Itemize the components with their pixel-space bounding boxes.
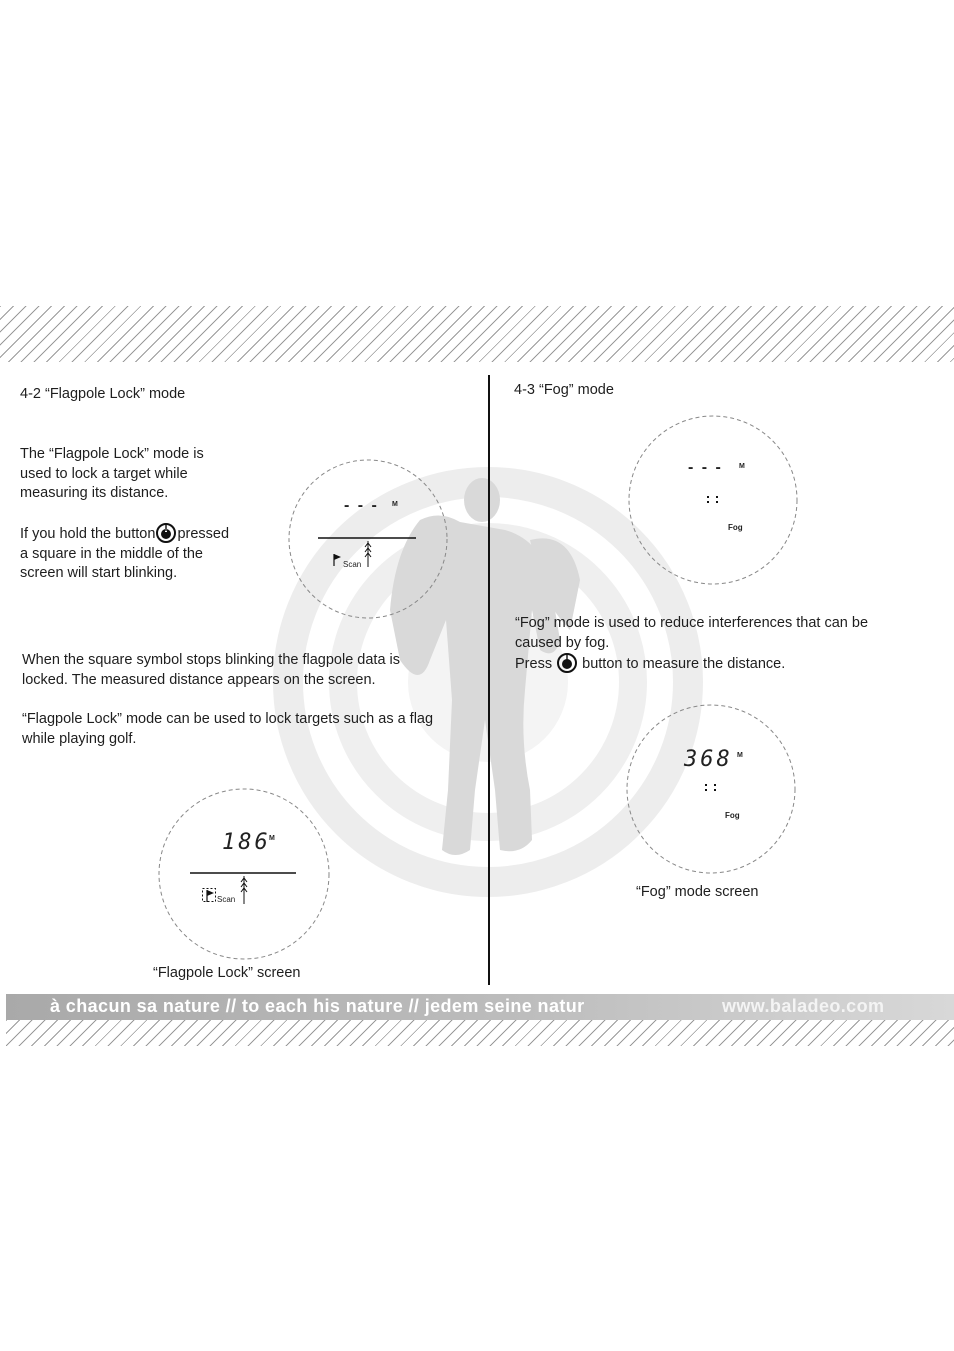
intro-paragraph: The “Flagpole Lock” mode is used to lock a target while measuring its distance. xyxy=(20,446,204,501)
unit-label: M xyxy=(739,463,745,470)
target-bracket-icon xyxy=(706,495,720,505)
flagpole-display-scanning xyxy=(288,459,448,619)
fog-label: Fog xyxy=(728,523,743,532)
flag-icon xyxy=(332,553,342,567)
bottom-hatch-band xyxy=(6,1020,954,1046)
flagpole-display-locked xyxy=(158,788,330,960)
section-heading-flagpole-lock: 4-2 “Flagpole Lock” mode xyxy=(20,386,186,402)
scan-label: Scan xyxy=(217,895,236,904)
flag-locked-icon xyxy=(202,888,216,904)
unit-label: M xyxy=(392,501,398,508)
section-heading-fog: 4-3 “Fog” mode xyxy=(514,382,614,398)
distance-readout: - - - xyxy=(688,459,723,476)
fog-caption: “Fog” mode screen xyxy=(636,884,759,900)
power-button-icon xyxy=(556,653,578,673)
unit-label: M xyxy=(737,752,743,759)
distance-readout: 368 xyxy=(684,747,733,772)
locked-paragraph: When the square symbol stops blinking the flagpole data is locked. The measured distance appears on the screen. xyxy=(22,652,401,688)
footer-slogan: à chacun sa nature // to each his nature // jedem seine natur xyxy=(50,996,585,1016)
scan-label: Scan xyxy=(343,560,362,569)
fog-description: “Fog” mode is used to reduce interferences that can be caused by fog. Press button to measure the distance. xyxy=(515,615,869,672)
fog-display-measured xyxy=(626,704,796,874)
flagpole-caption: “Flagpole Lock” screen xyxy=(153,965,301,981)
footer-url: www.baladeo.com xyxy=(722,996,885,1016)
unit-label: M xyxy=(269,835,275,842)
distance-readout: 186 xyxy=(222,830,271,855)
distance-readout: - - - xyxy=(344,497,379,514)
target-bracket-icon xyxy=(704,783,718,793)
fog-display-scanning xyxy=(628,415,798,585)
power-button-icon xyxy=(155,523,177,543)
fog-label: Fog xyxy=(725,811,740,820)
top-hatch-band xyxy=(0,306,954,362)
hold-button-paragraph: If you hold the button pressed a square in the middle of the screen will start blinking. xyxy=(20,523,290,584)
usage-paragraph: “Flagpole Lock” mode can be used to lock targets such as a flag while playing golf. xyxy=(22,711,434,747)
